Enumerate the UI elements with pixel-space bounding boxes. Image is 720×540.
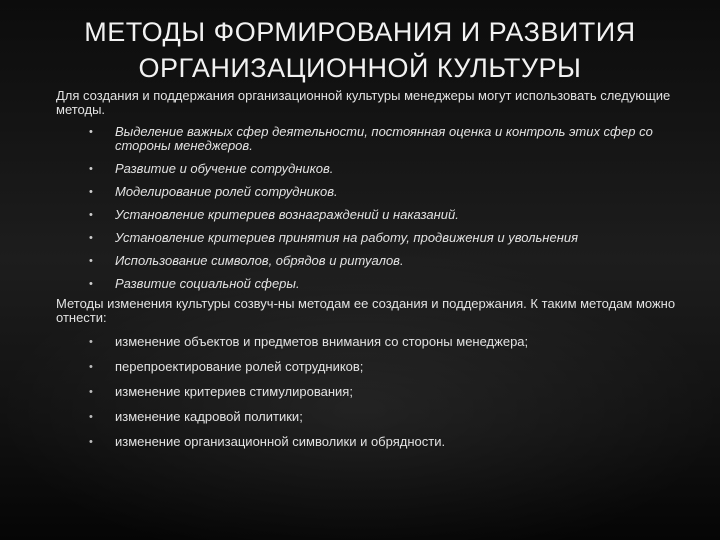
list-item-text: перепроектирование ролей сотрудников; — [115, 359, 364, 374]
bullet-icon: • — [89, 209, 93, 221]
change-intro-paragraph: Методы изменения культуры созвуч-ны методам ее создания и поддержания. К таким методам можно отнести: — [56, 296, 676, 325]
creation-methods-list — [56, 125, 686, 291]
list-item — [56, 335, 686, 349]
list-item-text: Развитие и обучение сотрудников. — [115, 161, 334, 176]
title-line-1: МЕТОДЫ ФОРМИРОВАНИЯ И РАЗВИТИЯ — [84, 17, 636, 47]
list-item-text: Моделирование ролей сотрудников. — [115, 184, 338, 199]
bullet-icon: • — [89, 278, 93, 290]
slide-body — [56, 89, 686, 460]
list-item — [56, 254, 686, 268]
list-item — [56, 385, 686, 399]
list-item-text: изменение объектов и предметов внимания со стороны менеджера; — [115, 334, 529, 349]
list-item — [56, 162, 686, 176]
list-item-text: изменение критериев стимулирования; — [115, 384, 353, 399]
intro-paragraph: Для создания и поддержания организационной культуры менеджеры могут использовать следующие методы. — [56, 88, 671, 117]
title-line-2: ОРГАНИЗАЦИОННОЙ КУЛЬТУРЫ — [138, 53, 582, 83]
list-item-text: изменение организационной символики и обрядности. — [115, 434, 446, 449]
list-item-text: Выделение важных сфер деятельности, постоянная оценка и контроль этих сфер со стороны менеджеров. — [115, 124, 653, 153]
list-item-text: Установление критериев вознаграждений и наказаний. — [115, 207, 459, 222]
list-item-text: изменение кадровой политики; — [115, 409, 303, 424]
change-methods-list — [56, 335, 686, 449]
bullet-icon: • — [89, 232, 93, 244]
list-item — [56, 410, 686, 424]
bullet-icon: • — [89, 163, 93, 175]
list-item-text: Установление критериев принятия на работу, продвижения и увольнения — [115, 230, 579, 245]
bullet-icon: • — [89, 386, 93, 398]
list-item — [56, 125, 686, 153]
bullet-icon: • — [89, 186, 93, 198]
list-item-text: Развитие социальной сферы. — [115, 276, 300, 291]
bullet-icon: • — [89, 436, 93, 448]
bullet-icon: • — [89, 126, 93, 138]
list-item — [56, 277, 686, 291]
bullet-icon: • — [89, 255, 93, 267]
bullet-icon: • — [89, 361, 93, 373]
bullet-icon: • — [89, 411, 93, 423]
list-item — [56, 435, 686, 449]
bullet-icon: • — [89, 336, 93, 348]
list-item — [56, 360, 686, 374]
list-item — [56, 208, 686, 222]
list-item — [56, 231, 686, 245]
list-item-text: Использование символов, обрядов и ритуалов. — [115, 253, 404, 268]
list-item — [56, 185, 686, 199]
slide-title — [20, 14, 700, 86]
